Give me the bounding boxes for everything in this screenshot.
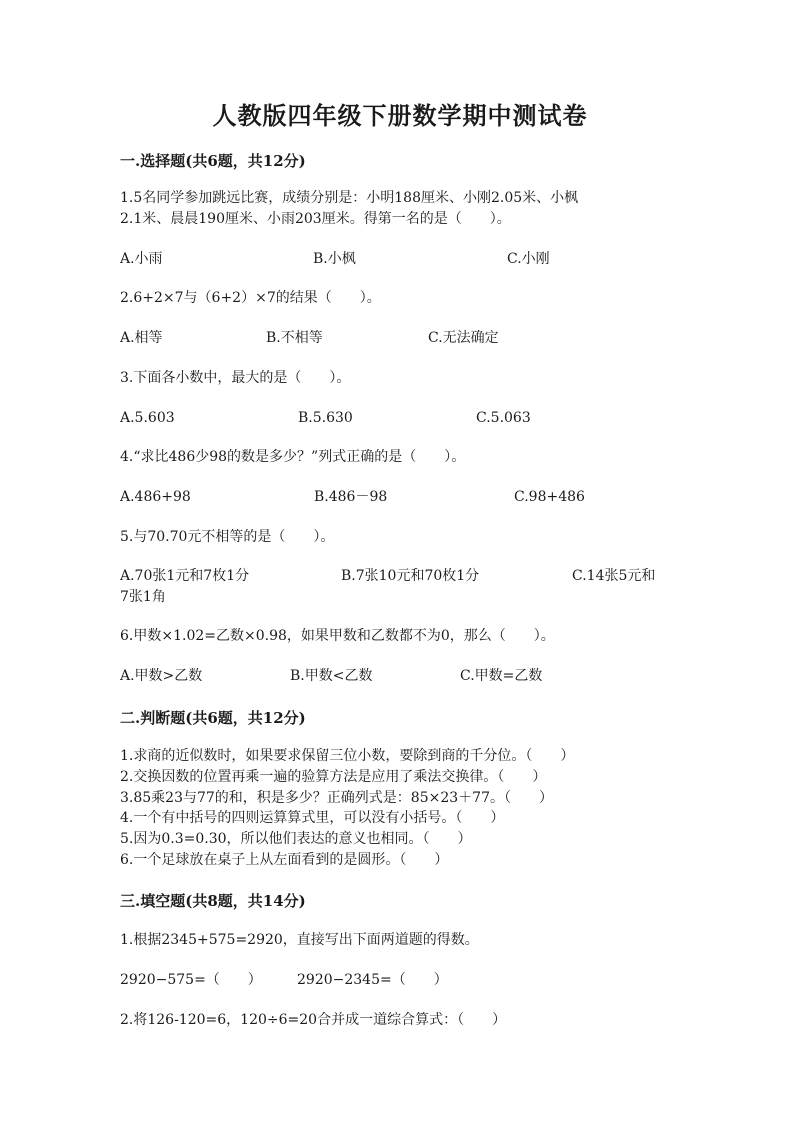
fill-blank-a: 2920−575=（ ）	[120, 972, 262, 988]
option-a: A.70张1元和7枚1分	[120, 568, 250, 584]
judgement-item: 2.交换因数的位置再乘一遍的验算方法是应用了乘法交换律。（ ）	[120, 769, 547, 785]
question-stem: 6.甲数×1.02=乙数×0.98，如果甲数和乙数都不为0，那么（ ）。	[120, 628, 555, 644]
option-c: C.5.063	[476, 410, 531, 426]
option-a: A.相等	[120, 330, 163, 346]
section-heading-judgement: 二.判断题(共6题，共12分)	[120, 709, 306, 727]
section-heading-fill-blank: 三.填空题(共8题，共14分)	[120, 892, 306, 910]
question-stem: 5.与70.70元不相等的是（ ）。	[120, 529, 335, 545]
section-heading-choice: 一.选择题(共6题，共12分)	[120, 152, 306, 170]
question-stem-line: 2.1米、晨晨190厘米、小雨203厘米。得第一名的是（ ）。	[120, 211, 511, 227]
option-a: A.甲数>乙数	[120, 668, 203, 684]
option-a: A.小雨	[120, 251, 163, 267]
judgement-item: 6.一个足球放在桌子上从左面看到的是圆形。（ ）	[120, 852, 449, 868]
option-c: C.无法确定	[428, 330, 499, 346]
option-a: A.486+98	[120, 489, 191, 505]
judgement-item: 4.一个有中括号的四则运算算式里，可以没有小括号。（ ）	[120, 810, 505, 826]
judgement-item: 5.因为0.3=0.30，所以他们表达的意义也相同。（ ）	[120, 831, 472, 847]
fill-blank-b: 2920−2345=（ ）	[297, 972, 448, 988]
option-a: A.5.603	[120, 410, 175, 426]
page-title: 人教版四年级下册数学期中测试卷	[212, 101, 588, 130]
option-b: B.甲数<乙数	[290, 668, 373, 684]
option-b: B.7张10元和70枚1分	[341, 568, 480, 584]
option-c: C.98+486	[514, 489, 585, 505]
question-stem: 3.下面各小数中，最大的是（ ）。	[120, 370, 351, 386]
judgement-item: 3.85乘23与77的和，积是多少？正确列式是：85×23＋77。（ ）	[120, 790, 553, 806]
question-stem	[120, 188, 680, 230]
question-stem: 1.根据2345+575=2920，直接写出下面两道题的得数。	[120, 932, 479, 948]
option-c: C.14张5元和	[572, 568, 656, 584]
judgement-item: 1.求商的近似数时，如果要求保留三位小数，要除到商的千分位。（ ）	[120, 748, 575, 764]
option-c-continued: 7张1角	[120, 589, 166, 605]
option-b: B.486－98	[314, 489, 388, 505]
question-stem: 4.“求比486少98的数是多少？”列式正确的是（ ）。	[120, 449, 466, 465]
question-stem: 2.将126-120=6，120÷6=20合并成一道综合算式：（ ）	[120, 1012, 507, 1028]
option-c: C.小刚	[507, 251, 550, 267]
question-stem-line: 1.5名同学参加跳远比赛，成绩分别是：小明188厘米、小刚2.05米、小枫	[120, 190, 579, 206]
question-stem: 2.6+2×7与（6+2）×7的结果（ ）。	[120, 290, 381, 306]
option-c: C.甲数=乙数	[460, 668, 543, 684]
option-b: B.小枫	[313, 251, 356, 267]
option-b: B.5.630	[298, 410, 353, 426]
option-b: B.不相等	[266, 330, 323, 346]
